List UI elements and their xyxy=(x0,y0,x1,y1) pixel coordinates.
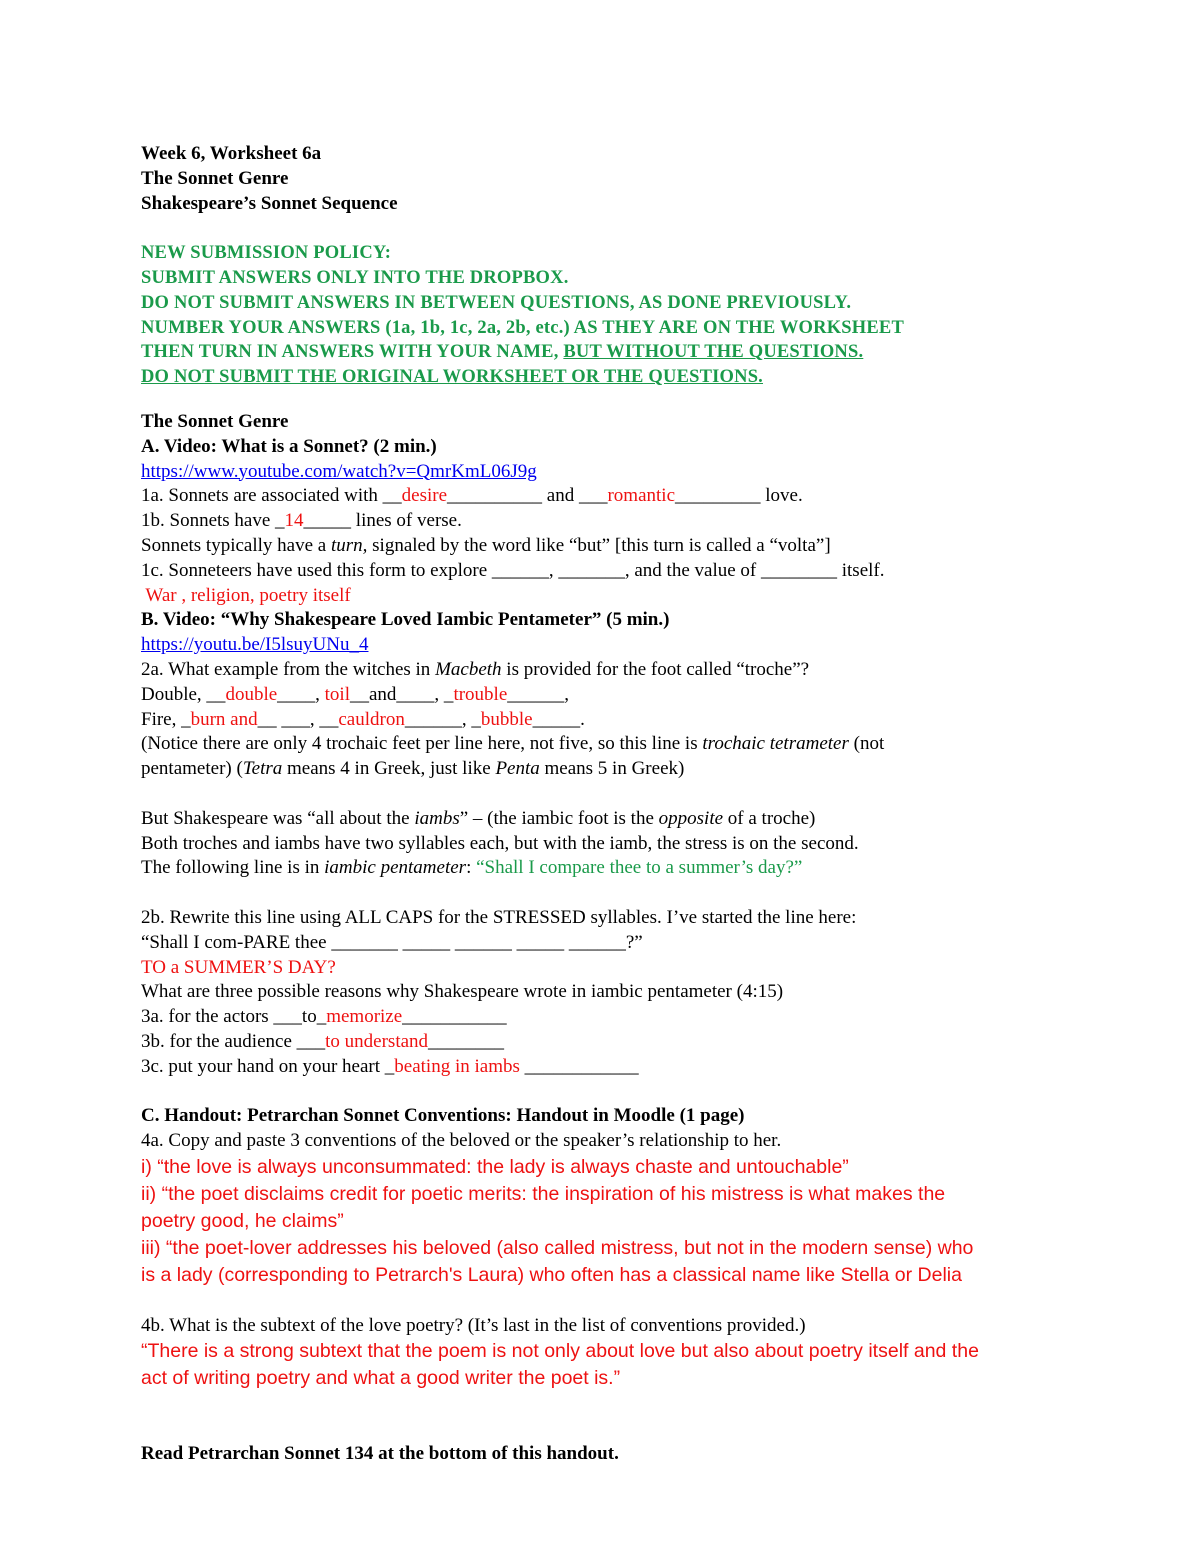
section-c-heading: C. Handout: Petrarchan Sonnet Conventions: Handout in Moodle (1 page) xyxy=(141,1105,745,1127)
policy-text: THEN TURN IN ANSWERS WITH YOUR NAME, xyxy=(141,342,564,363)
answer-1a-1: desire xyxy=(401,485,448,507)
submission-policy xyxy=(141,241,1081,390)
worksheet-subtitle: The Sonnet Genre xyxy=(141,167,289,189)
video-link-sonnet[interactable]: https://www.youtube.com/watch?v=QmrKmL06J9g xyxy=(141,460,537,482)
answer-1c: War , religion, poetry itself xyxy=(141,584,351,606)
reasons-prompt: What are three possible reasons why Shakespeare wrote in iambic pentameter (4:15) xyxy=(141,981,784,1003)
question-2b: 2b. Rewrite this line using ALL CAPS for the STRESSED syllables. I’ve started the line here: xyxy=(141,906,857,928)
answer-4a-3: iii) “the poet-lover addresses his beloved (also called mistress, but not in the modern sense) who xyxy=(141,1236,974,1259)
question-2b-line: “Shall I com-PARE thee _______ _____ ______ _____ ______?” xyxy=(141,931,643,953)
trochaic-note-2: pentameter) (Tetra means 4 in Greek, just like Penta means 5 in Greek) xyxy=(141,758,685,780)
answer-2a-line-1: Double, __double____, toil__and____, _trouble______, xyxy=(141,683,570,705)
answer-4b-cont: act of writing poetry and what a good writer the poet is.” xyxy=(141,1367,621,1390)
policy-line: DO NOT SUBMIT ANSWERS IN BETWEEN QUESTIONS, AS DONE PREVIOUSLY. xyxy=(141,292,852,313)
iamb-note: But Shakespeare was “all about the iambs” – (the iambic foot is the opposite of a troche) xyxy=(141,807,816,829)
policy-line: NUMBER YOUR ANSWERS (1a, 1b, 1c, 2a, 2b, etc.) AS THEY ARE ON THE WORKSHEET xyxy=(141,317,904,338)
policy-line: NEW SUBMISSION POLICY: xyxy=(141,243,392,264)
section-b-heading: B. Video: “Why Shakespeare Loved Iambic Pentameter” (5 min.) xyxy=(141,609,670,631)
answer-4a-1: i) “the love is always unconsummated: the lady is always chaste and untouchable” xyxy=(141,1155,849,1178)
iamb-explanation: Both troches and iambs have two syllables each, but with the iamb, the stress is on the second. xyxy=(141,832,859,854)
section-genre-heading: The Sonnet Genre xyxy=(141,410,289,432)
section-a-heading: A. Video: What is a Sonnet? (2 min.) xyxy=(141,435,437,457)
question-4a: 4a. Copy and paste 3 conventions of the beloved or the speaker’s relationship to her. xyxy=(141,1130,782,1152)
question-1b: 1b. Sonnets have _14_____ lines of verse. xyxy=(141,510,462,532)
question-4b: 4b. What is the subtext of the love poetry? (It’s last in the list of conventions provided.) xyxy=(141,1314,806,1336)
read-instruction: Read Petrarchan Sonnet 134 at the bottom of this handout. xyxy=(141,1443,619,1465)
policy-underlined: BUT WITHOUT THE QUESTIONS. xyxy=(563,342,864,363)
iambic-example: The following line is in iambic pentameter: “Shall I compare thee to a summer’s day?” xyxy=(141,857,803,879)
answer-4b: “There is a strong subtext that the poem is not only about love but also about poetry itself and the xyxy=(141,1340,979,1363)
policy-line: DO NOT SUBMIT THE ORIGINAL WORKSHEET OR THE QUESTIONS. xyxy=(141,367,764,388)
question-3b: 3b. for the audience ___to understand________ xyxy=(141,1030,505,1052)
answer-2b: TO a SUMMER’S DAY? xyxy=(141,956,336,978)
question-3a: 3a. for the actors ___to_memorize___________ xyxy=(141,1006,507,1028)
answer-2a-line-2: Fire, _burn and__ ___, __cauldron______, _bubble_____. xyxy=(141,708,585,730)
answer-4a-2: ii) “the poet disclaims credit for poetic merits: the inspiration of his mistress is what makes the xyxy=(141,1182,946,1205)
trochaic-note: (Notice there are only 4 trochaic feet per line here, not five, so this line is trochaic tetrameter (not xyxy=(141,733,885,755)
question-1c: 1c. Sonneteers have used this form to explore ______, _______, and the value of ________ itself. xyxy=(141,559,885,581)
answer-1b: 14 xyxy=(284,510,304,532)
turn-note: Sonnets typically have a turn, signaled by the word like “but” [this turn is called a “volta”] xyxy=(141,534,831,556)
policy-line xyxy=(141,340,1081,365)
policy-line: SUBMIT ANSWERS ONLY INTO THE DROPBOX. xyxy=(141,267,569,288)
answer-4a-2-cont: poetry good, he claims” xyxy=(141,1209,344,1232)
worksheet-title: Week 6, Worksheet 6a xyxy=(141,143,322,164)
worksheet-page xyxy=(141,142,1081,1467)
question-1a: 1a. Sonnets are associated with __desire__________ and ___romantic_________ love. xyxy=(141,485,803,507)
answer-4a-3-cont: is a lady (corresponding to Petrarch's Laura) who often has a classical name like Stella or Delia xyxy=(141,1263,962,1286)
answer-1a-2: romantic xyxy=(607,485,675,507)
question-2a: 2a. What example from the witches in Macbeth is provided for the foot called “troche”? xyxy=(141,658,810,680)
question-3c: 3c. put your hand on your heart _beating in iambs ____________ xyxy=(141,1055,639,1077)
video-link-iambic[interactable]: https://youtu.be/I5lsuyUNu_4 xyxy=(141,634,369,656)
worksheet-subtitle-2: Shakespeare’s Sonnet Sequence xyxy=(141,192,398,214)
